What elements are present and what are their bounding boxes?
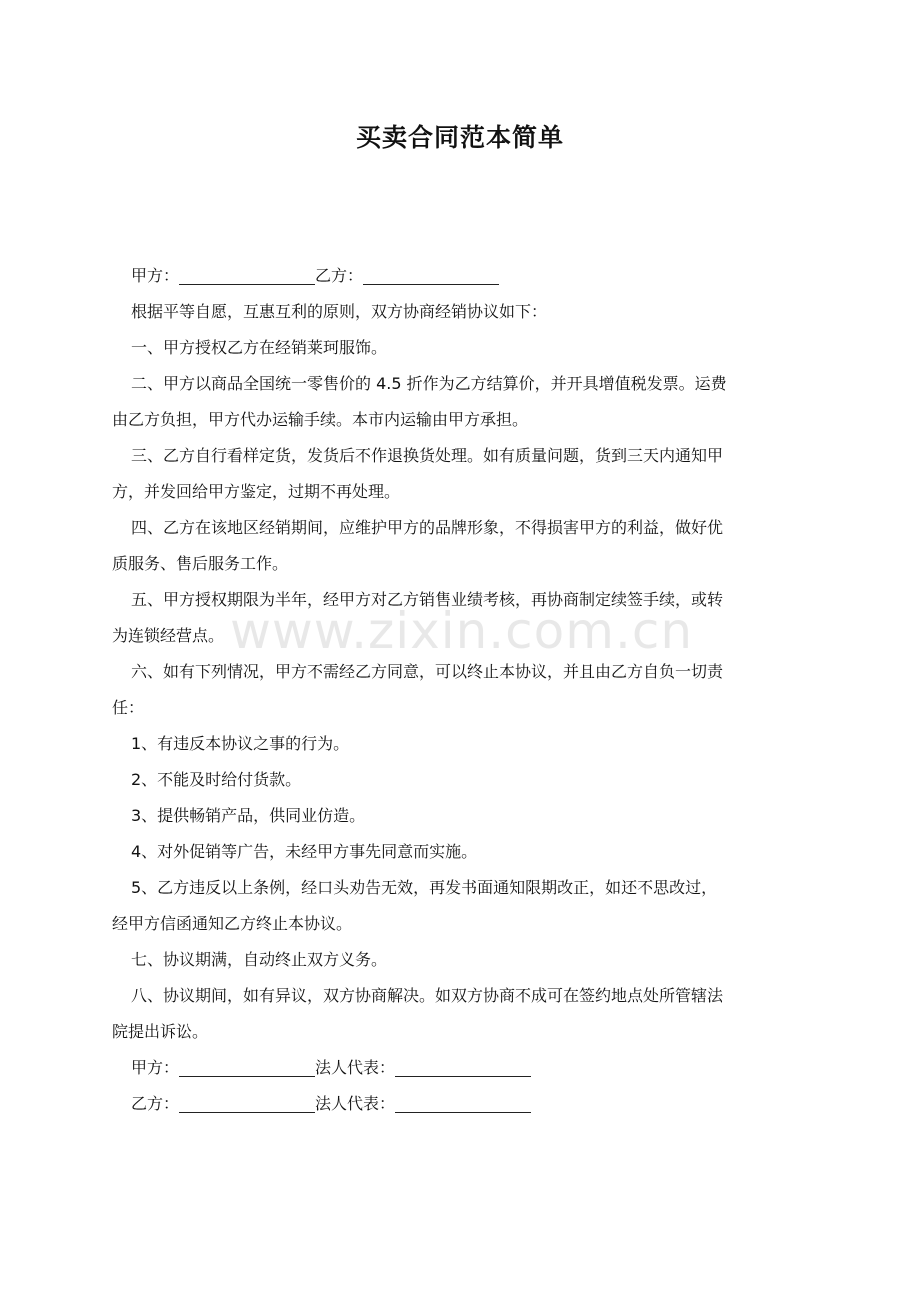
signature-party-a	[112, 1050, 810, 1086]
sub-clause-4: 4、对外促销等广告，未经甲方事先同意而实施。	[131, 842, 478, 861]
clause-8-line-1: 八、协议期间，如有异议，双方协商解决。如双方协商不成可在签约地点处所管辖法	[131, 986, 724, 1005]
clause-6-line-1: 六、如有下列情况，甲方不需经乙方同意，可以终止本协议，并且由乙方自负一切责	[131, 662, 724, 681]
sig-party-a-rep-blank	[395, 1054, 531, 1077]
sig-party-b-blank	[179, 1090, 315, 1113]
sub-clause-2: 2、不能及时给付货款。	[131, 770, 302, 789]
clause-1: 一、甲方授权乙方在经销莱珂服饰。	[131, 338, 388, 357]
sig-party-b-rep-label: 法人代表：	[315, 1094, 396, 1113]
signature-party-b	[112, 1086, 810, 1122]
document-title: 买卖合同范本简单	[355, 123, 564, 152]
sig-party-a-label: 甲方：	[131, 1058, 180, 1077]
party-line	[112, 258, 810, 294]
sig-party-a-blank	[179, 1054, 315, 1077]
clause-6-line-2: 任：	[112, 698, 145, 717]
clause-8-line-2: 院提出诉讼。	[112, 1022, 209, 1041]
clause-3-line-1: 三、乙方自行看样定货，发货后不作退换货处理。如有质量问题，货到三天内通知甲	[131, 446, 724, 465]
party-b-blank	[363, 262, 499, 285]
clause-4-line-2: 质服务、售后服务工作。	[112, 554, 289, 573]
intro-text: 根据平等自愿，互惠互利的原则，双方协商经销协议如下：	[131, 302, 548, 321]
sub-clause-5-line-2: 经甲方信函通知乙方终止本协议。	[112, 914, 353, 933]
clause-5-line-2: 为连锁经营点。	[112, 626, 225, 645]
clause-2-line-2: 由乙方负担，甲方代办运输手续。本市内运输由甲方承担。	[112, 410, 529, 429]
watermark: www.zixin.com.cn	[230, 602, 694, 660]
party-a-blank	[179, 262, 315, 285]
sig-party-a-rep-label: 法人代表：	[315, 1058, 396, 1077]
document-body	[112, 258, 810, 1122]
clause-4-line-1: 四、乙方在该地区经销期间，应维护甲方的品牌形象，不得损害甲方的利益，做好优	[131, 518, 724, 537]
party-b-label: 乙方：	[315, 266, 364, 285]
sig-party-b-label: 乙方：	[131, 1094, 180, 1113]
clause-2-line-1: 二、甲方以商品全国统一零售价的 4.5 折作为乙方结算价，并开具增值税发票。运费	[131, 374, 727, 393]
party-a-label: 甲方：	[131, 266, 180, 285]
sig-party-b-rep-blank	[395, 1090, 531, 1113]
clause-3-line-2: 方，并发回给甲方鉴定，过期不再处理。	[112, 482, 401, 501]
clause-5-line-1: 五、甲方授权期限为半年，经甲方对乙方销售业绩考核，再协商制定续签手续，或转	[131, 590, 724, 609]
sub-clause-1: 1、有违反本协议之事的行为。	[131, 734, 350, 753]
sub-clause-3: 3、提供畅销产品，供同业仿造。	[131, 806, 366, 825]
sub-clause-5-line-1: 5、乙方违反以上条例，经口头劝告无效，再发书面通知限期改正，如还不思改过，	[131, 878, 718, 897]
clause-7: 七、协议期满，自动终止双方义务。	[131, 950, 388, 969]
